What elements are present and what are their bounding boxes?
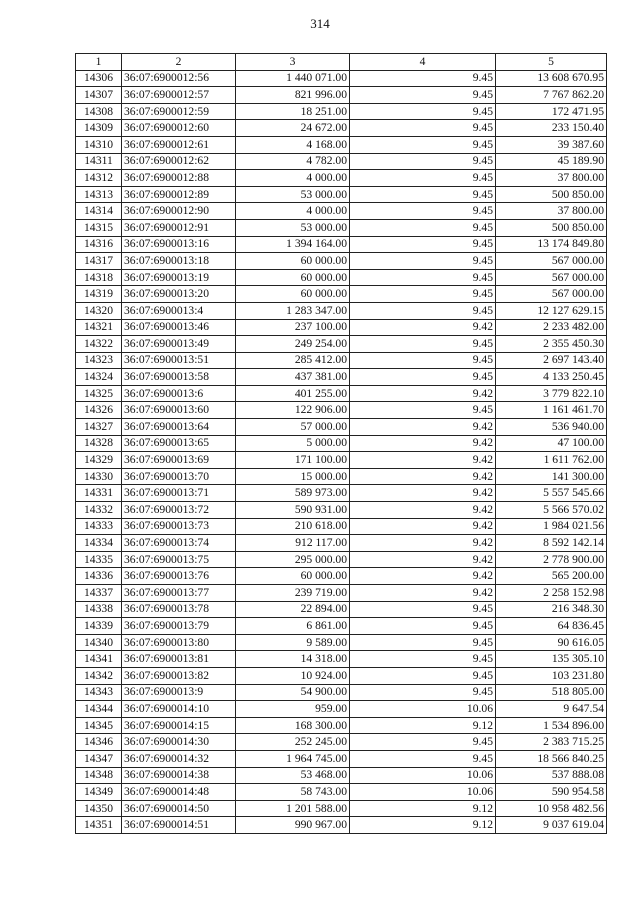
row-number-cell: 14335 — [76, 551, 122, 568]
area-cell: 589 973.00 — [236, 485, 350, 502]
value-cell: 47 100.00 — [496, 435, 607, 452]
area-cell: 60 000.00 — [236, 568, 350, 585]
area-cell: 168 300.00 — [236, 717, 350, 734]
table-row — [76, 120, 607, 137]
rate-cell: 9.45 — [350, 734, 496, 751]
table-row — [76, 585, 607, 602]
row-number-cell: 14323 — [76, 352, 122, 369]
cadastral-number-cell: 36:07:6900013:9 — [122, 684, 236, 701]
row-number-cell: 14318 — [76, 269, 122, 286]
value-cell: 8 592 142.14 — [496, 535, 607, 552]
value-cell: 12 127 629.15 — [496, 302, 607, 319]
area-cell: 912 117.00 — [236, 535, 350, 552]
cadastral-number-cell: 36:07:6900013:16 — [122, 236, 236, 253]
cadastral-number-cell: 36:07:6900013:19 — [122, 269, 236, 286]
area-cell: 437 381.00 — [236, 369, 350, 386]
area-cell: 821 996.00 — [236, 87, 350, 104]
rate-cell: 9.45 — [350, 253, 496, 270]
area-cell: 4 000.00 — [236, 170, 350, 187]
area-cell: 14 318.00 — [236, 651, 350, 668]
value-cell: 537 888.08 — [496, 767, 607, 784]
row-number-cell: 14316 — [76, 236, 122, 253]
rate-cell: 9.42 — [350, 568, 496, 585]
cadastral-number-cell: 36:07:6900012:62 — [122, 153, 236, 170]
rate-cell: 9.45 — [350, 369, 496, 386]
value-cell: 1 534 896.00 — [496, 717, 607, 734]
row-number-cell: 14311 — [76, 153, 122, 170]
cadastral-number-cell: 36:07:6900013:75 — [122, 551, 236, 568]
cadastral-number-cell: 36:07:6900014:51 — [122, 817, 236, 834]
table-row — [76, 551, 607, 568]
cadastral-number-cell: 36:07:6900013:49 — [122, 336, 236, 353]
table-row — [76, 352, 607, 369]
area-cell: 6 861.00 — [236, 618, 350, 635]
row-number-cell: 14317 — [76, 253, 122, 270]
row-number-cell: 14325 — [76, 385, 122, 402]
cadastral-number-cell: 36:07:6900014:15 — [122, 717, 236, 734]
column-header-2: 2 — [122, 54, 236, 71]
cadastral-number-cell: 36:07:6900012:88 — [122, 170, 236, 187]
table-row — [76, 419, 607, 436]
cadastral-number-cell: 36:07:6900013:58 — [122, 369, 236, 386]
cadastral-number-cell: 36:07:6900013:80 — [122, 634, 236, 651]
value-cell: 141 300.00 — [496, 468, 607, 485]
cadastral-number-cell: 36:07:6900012:56 — [122, 70, 236, 87]
table-row — [76, 717, 607, 734]
row-number-cell: 14320 — [76, 302, 122, 319]
value-cell: 1 161 461.70 — [496, 402, 607, 419]
cadastral-number-cell: 36:07:6900013:82 — [122, 667, 236, 684]
rate-cell: 9.45 — [350, 601, 496, 618]
area-cell: 239 719.00 — [236, 585, 350, 602]
row-number-cell: 14306 — [76, 70, 122, 87]
table-row — [76, 701, 607, 718]
value-cell: 233 150.40 — [496, 120, 607, 137]
cadastral-number-cell: 36:07:6900013:6 — [122, 385, 236, 402]
table-row — [76, 817, 607, 834]
area-cell: 122 906.00 — [236, 402, 350, 419]
area-cell: 53 000.00 — [236, 219, 350, 236]
value-cell: 500 850.00 — [496, 219, 607, 236]
row-number-cell: 14308 — [76, 103, 122, 120]
value-cell: 90 616.05 — [496, 634, 607, 651]
value-cell: 3 779 822.10 — [496, 385, 607, 402]
row-number-cell: 14338 — [76, 601, 122, 618]
table-row — [76, 219, 607, 236]
cadastral-number-cell: 36:07:6900014:48 — [122, 784, 236, 801]
rate-cell: 9.45 — [350, 684, 496, 701]
row-number-cell: 14333 — [76, 518, 122, 535]
rate-cell: 9.45 — [350, 269, 496, 286]
cadastral-number-cell: 36:07:6900014:30 — [122, 734, 236, 751]
rate-cell: 9.45 — [350, 286, 496, 303]
table-row — [76, 435, 607, 452]
area-cell: 252 245.00 — [236, 734, 350, 751]
value-cell: 9 037 619.04 — [496, 817, 607, 834]
table-row — [76, 103, 607, 120]
table-row — [76, 568, 607, 585]
area-cell: 171 100.00 — [236, 452, 350, 469]
row-number-cell: 14336 — [76, 568, 122, 585]
row-number-cell: 14337 — [76, 585, 122, 602]
value-cell: 536 940.00 — [496, 419, 607, 436]
table-row — [76, 502, 607, 519]
rate-cell: 9.45 — [350, 651, 496, 668]
cadastral-number-cell: 36:07:6900013:77 — [122, 585, 236, 602]
table-row — [76, 385, 607, 402]
rate-cell: 9.45 — [350, 750, 496, 767]
table-row — [76, 87, 607, 104]
value-cell: 2 383 715.25 — [496, 734, 607, 751]
area-cell: 57 000.00 — [236, 419, 350, 436]
row-number-cell: 14331 — [76, 485, 122, 502]
table-row — [76, 618, 607, 635]
area-cell: 53 468.00 — [236, 767, 350, 784]
rate-cell: 9.45 — [350, 634, 496, 651]
area-cell: 1 394 164.00 — [236, 236, 350, 253]
table-row — [76, 601, 607, 618]
value-cell: 4 133 250.45 — [496, 369, 607, 386]
rate-cell: 9.42 — [350, 551, 496, 568]
rate-cell: 9.42 — [350, 452, 496, 469]
value-cell: 567 000.00 — [496, 269, 607, 286]
column-header-4: 4 — [350, 54, 496, 71]
rate-cell: 9.42 — [350, 319, 496, 336]
page-number: 314 — [310, 16, 330, 31]
value-cell: 518 805.00 — [496, 684, 607, 701]
row-number-cell: 14334 — [76, 535, 122, 552]
cadastral-number-cell: 36:07:6900013:71 — [122, 485, 236, 502]
cadastral-number-cell: 36:07:6900014:32 — [122, 750, 236, 767]
rate-cell: 9.45 — [350, 87, 496, 104]
area-cell: 22 894.00 — [236, 601, 350, 618]
value-cell: 567 000.00 — [496, 286, 607, 303]
rate-cell: 9.42 — [350, 419, 496, 436]
table-row — [76, 518, 607, 535]
rate-cell: 9.12 — [350, 817, 496, 834]
value-cell: 103 231.80 — [496, 667, 607, 684]
rate-cell: 9.45 — [350, 70, 496, 87]
rate-cell: 9.42 — [350, 585, 496, 602]
table-row — [76, 70, 607, 87]
table-row — [76, 667, 607, 684]
row-number-cell: 14322 — [76, 336, 122, 353]
area-cell: 590 931.00 — [236, 502, 350, 519]
row-number-cell: 14348 — [76, 767, 122, 784]
cadastral-number-cell: 36:07:6900013:73 — [122, 518, 236, 535]
value-cell: 2 778 900.00 — [496, 551, 607, 568]
table-row — [76, 734, 607, 751]
rate-cell: 9.12 — [350, 717, 496, 734]
cadastral-number-cell: 36:07:6900014:10 — [122, 701, 236, 718]
cadastral-number-cell: 36:07:6900012:89 — [122, 186, 236, 203]
value-cell: 2 355 450.30 — [496, 336, 607, 353]
table-row — [76, 767, 607, 784]
value-cell: 7 767 862.20 — [496, 87, 607, 104]
value-cell: 5 566 570.02 — [496, 502, 607, 519]
cadastral-number-cell: 36:07:6900013:72 — [122, 502, 236, 519]
area-cell: 4 000.00 — [236, 203, 350, 220]
cadastral-number-cell: 36:07:6900013:4 — [122, 302, 236, 319]
row-number-cell: 14346 — [76, 734, 122, 751]
value-cell: 567 000.00 — [496, 253, 607, 270]
column-header-5: 5 — [496, 54, 607, 71]
cadastral-number-cell: 36:07:6900013:65 — [122, 435, 236, 452]
data-table — [75, 53, 607, 834]
rate-cell: 9.45 — [350, 302, 496, 319]
rate-cell: 9.45 — [350, 170, 496, 187]
value-cell: 135 305.10 — [496, 651, 607, 668]
area-cell: 990 967.00 — [236, 817, 350, 834]
table-row — [76, 203, 607, 220]
table-row — [76, 186, 607, 203]
row-number-cell: 14339 — [76, 618, 122, 635]
value-cell: 500 850.00 — [496, 186, 607, 203]
area-cell: 58 743.00 — [236, 784, 350, 801]
rate-cell: 9.42 — [350, 502, 496, 519]
cadastral-number-cell: 36:07:6900013:46 — [122, 319, 236, 336]
cadastral-number-cell: 36:07:6900012:91 — [122, 219, 236, 236]
row-number-cell: 14332 — [76, 502, 122, 519]
cadastral-number-cell: 36:07:6900012:61 — [122, 136, 236, 153]
area-cell: 959.00 — [236, 701, 350, 718]
area-cell: 285 412.00 — [236, 352, 350, 369]
value-cell: 1 984 021.56 — [496, 518, 607, 535]
cadastral-number-cell: 36:07:6900014:50 — [122, 800, 236, 817]
value-cell: 37 800.00 — [496, 170, 607, 187]
area-cell: 4 168.00 — [236, 136, 350, 153]
cadastral-number-cell: 36:07:6900012:90 — [122, 203, 236, 220]
row-number-cell: 14328 — [76, 435, 122, 452]
value-cell: 2 233 482.00 — [496, 319, 607, 336]
value-cell: 13 608 670.95 — [496, 70, 607, 87]
cadastral-number-cell: 36:07:6900013:78 — [122, 601, 236, 618]
table-row — [76, 800, 607, 817]
area-cell: 60 000.00 — [236, 253, 350, 270]
value-cell: 2 258 152.98 — [496, 585, 607, 602]
cadastral-number-cell: 36:07:6900013:76 — [122, 568, 236, 585]
value-cell: 5 557 545.66 — [496, 485, 607, 502]
rate-cell: 9.42 — [350, 535, 496, 552]
rate-cell: 9.45 — [350, 236, 496, 253]
row-number-cell: 14310 — [76, 136, 122, 153]
table-row — [76, 319, 607, 336]
cadastral-number-cell: 36:07:6900013:79 — [122, 618, 236, 635]
value-cell: 1 611 762.00 — [496, 452, 607, 469]
area-cell: 1 440 071.00 — [236, 70, 350, 87]
area-cell: 5 000.00 — [236, 435, 350, 452]
area-cell: 210 618.00 — [236, 518, 350, 535]
table-row — [76, 684, 607, 701]
area-cell: 1 283 347.00 — [236, 302, 350, 319]
rate-cell: 9.45 — [350, 336, 496, 353]
table-row — [76, 236, 607, 253]
row-number-cell: 14344 — [76, 701, 122, 718]
value-cell: 10 958 482.56 — [496, 800, 607, 817]
value-cell: 18 566 840.25 — [496, 750, 607, 767]
table-row — [76, 452, 607, 469]
value-cell: 216 348.30 — [496, 601, 607, 618]
cadastral-number-cell: 36:07:6900012:59 — [122, 103, 236, 120]
value-cell: 2 697 143.40 — [496, 352, 607, 369]
rate-cell: 9.45 — [350, 402, 496, 419]
row-number-cell: 14309 — [76, 120, 122, 137]
cadastral-number-cell: 36:07:6900013:60 — [122, 402, 236, 419]
table-row — [76, 269, 607, 286]
table-row — [76, 302, 607, 319]
cadastral-number-cell: 36:07:6900013:70 — [122, 468, 236, 485]
value-cell: 45 189.90 — [496, 153, 607, 170]
rate-cell: 9.45 — [350, 186, 496, 203]
rate-cell: 9.45 — [350, 136, 496, 153]
value-cell: 172 471.95 — [496, 103, 607, 120]
rate-cell: 9.42 — [350, 435, 496, 452]
area-cell: 401 255.00 — [236, 385, 350, 402]
table-row — [76, 153, 607, 170]
rate-cell: 9.12 — [350, 800, 496, 817]
table-row — [76, 468, 607, 485]
row-number-cell: 14326 — [76, 402, 122, 419]
table-row — [76, 485, 607, 502]
row-number-cell: 14350 — [76, 800, 122, 817]
rate-cell: 10.06 — [350, 767, 496, 784]
table-row — [76, 651, 607, 668]
cadastral-number-cell: 36:07:6900013:69 — [122, 452, 236, 469]
row-number-cell: 14321 — [76, 319, 122, 336]
value-cell: 37 800.00 — [496, 203, 607, 220]
area-cell: 10 924.00 — [236, 667, 350, 684]
row-number-cell: 14342 — [76, 667, 122, 684]
row-number-cell: 14347 — [76, 750, 122, 767]
table-row — [76, 369, 607, 386]
rate-cell: 10.06 — [350, 784, 496, 801]
rate-cell: 9.45 — [350, 103, 496, 120]
value-cell: 9 647.54 — [496, 701, 607, 718]
cadastral-number-cell: 36:07:6900013:18 — [122, 253, 236, 270]
row-number-cell: 14313 — [76, 186, 122, 203]
cadastral-number-cell: 36:07:6900013:20 — [122, 286, 236, 303]
table-row — [76, 253, 607, 270]
table-row — [76, 402, 607, 419]
rate-cell: 9.45 — [350, 203, 496, 220]
row-number-cell: 14343 — [76, 684, 122, 701]
area-cell: 18 251.00 — [236, 103, 350, 120]
cadastral-number-cell: 36:07:6900013:64 — [122, 419, 236, 436]
row-number-cell: 14307 — [76, 87, 122, 104]
row-number-cell: 14327 — [76, 419, 122, 436]
area-cell: 4 782.00 — [236, 153, 350, 170]
row-number-cell: 14345 — [76, 717, 122, 734]
value-cell: 13 174 849.80 — [496, 236, 607, 253]
cadastral-number-cell: 36:07:6900014:38 — [122, 767, 236, 784]
value-cell: 565 200.00 — [496, 568, 607, 585]
table-row — [76, 535, 607, 552]
rate-cell: 9.42 — [350, 485, 496, 502]
cadastral-number-cell: 36:07:6900013:74 — [122, 535, 236, 552]
table-row — [76, 336, 607, 353]
area-cell: 237 100.00 — [236, 319, 350, 336]
table-row — [76, 634, 607, 651]
rate-cell: 9.45 — [350, 352, 496, 369]
area-cell: 60 000.00 — [236, 269, 350, 286]
table-body — [76, 70, 607, 833]
row-number-cell: 14341 — [76, 651, 122, 668]
row-number-cell: 14340 — [76, 634, 122, 651]
rate-cell: 9.45 — [350, 219, 496, 236]
row-number-cell: 14351 — [76, 817, 122, 834]
rate-cell: 9.45 — [350, 120, 496, 137]
rate-cell: 9.45 — [350, 153, 496, 170]
row-number-cell: 14329 — [76, 452, 122, 469]
rate-cell: 9.45 — [350, 618, 496, 635]
area-cell: 1 964 745.00 — [236, 750, 350, 767]
column-header-3: 3 — [236, 54, 350, 71]
row-number-cell: 14312 — [76, 170, 122, 187]
table-row — [76, 170, 607, 187]
row-number-cell: 14319 — [76, 286, 122, 303]
area-cell: 295 000.00 — [236, 551, 350, 568]
area-cell: 15 000.00 — [236, 468, 350, 485]
rate-cell: 9.42 — [350, 468, 496, 485]
rate-cell: 9.45 — [350, 667, 496, 684]
area-cell: 9 589.00 — [236, 634, 350, 651]
cadastral-number-cell: 36:07:6900013:51 — [122, 352, 236, 369]
table-row — [76, 286, 607, 303]
cadastral-number-cell: 36:07:6900013:81 — [122, 651, 236, 668]
table-row — [76, 750, 607, 767]
value-cell: 64 836.45 — [496, 618, 607, 635]
row-number-cell: 14324 — [76, 369, 122, 386]
row-number-cell: 14315 — [76, 219, 122, 236]
area-cell: 249 254.00 — [236, 336, 350, 353]
area-cell: 54 900.00 — [236, 684, 350, 701]
row-number-cell: 14314 — [76, 203, 122, 220]
value-cell: 590 954.58 — [496, 784, 607, 801]
rate-cell: 9.42 — [350, 385, 496, 402]
cadastral-number-cell: 36:07:6900012:57 — [122, 87, 236, 104]
area-cell: 53 000.00 — [236, 186, 350, 203]
area-cell: 1 201 588.00 — [236, 800, 350, 817]
table-row — [76, 136, 607, 153]
rate-cell: 10.06 — [350, 701, 496, 718]
row-number-cell: 14349 — [76, 784, 122, 801]
cadastral-number-cell: 36:07:6900012:60 — [122, 120, 236, 137]
row-number-cell: 14330 — [76, 468, 122, 485]
rate-cell: 9.42 — [350, 518, 496, 535]
column-header-1: 1 — [76, 54, 122, 71]
area-cell: 60 000.00 — [236, 286, 350, 303]
table-header-row — [76, 54, 607, 71]
table-row — [76, 784, 607, 801]
value-cell: 39 387.60 — [496, 136, 607, 153]
area-cell: 24 672.00 — [236, 120, 350, 137]
